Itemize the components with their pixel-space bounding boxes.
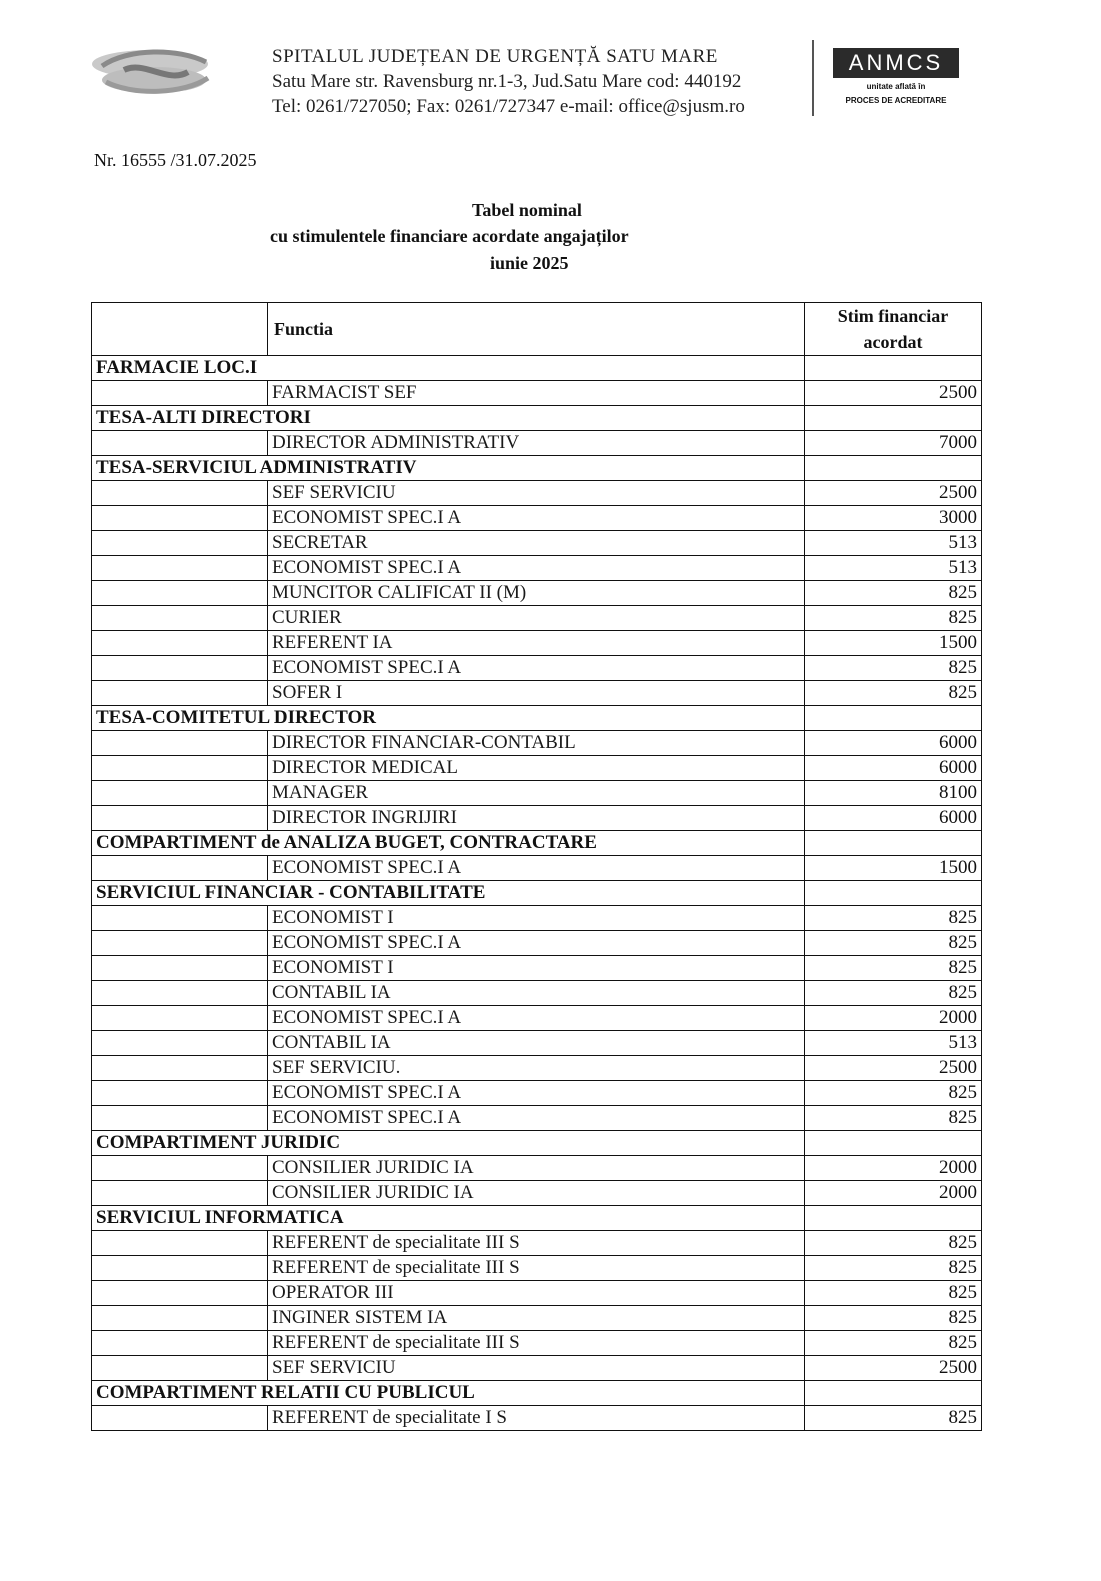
- table-row: [92, 731, 982, 756]
- function-cell: MUNCITOR CALIFICAT II (M): [268, 581, 805, 606]
- stimulent-value-cell: 825: [805, 931, 982, 956]
- section-name-cell: [92, 706, 376, 731]
- function-cell: ECONOMIST SPEC.I A: [268, 856, 805, 881]
- row-empty-cell: [92, 1356, 268, 1381]
- section-function-cell: [268, 406, 805, 431]
- organization-address: Satu Mare str. Ravensburg nr.1-3, Jud.Satu Mare cod: 440192: [272, 71, 742, 92]
- table-row: [92, 781, 982, 806]
- row-empty-cell: [92, 1031, 268, 1056]
- stimulent-value-cell: 513: [805, 1031, 982, 1056]
- stimulent-value-cell: 513: [805, 531, 982, 556]
- table-row: [92, 906, 982, 931]
- header-function: Functia: [268, 303, 805, 356]
- section-name-cell: [92, 456, 417, 481]
- row-empty-cell: [92, 631, 268, 656]
- stimulent-value-cell: 1500: [805, 856, 982, 881]
- section-row: [92, 881, 982, 906]
- section-value-cell: [805, 1206, 982, 1231]
- stimulent-value-cell: 825: [805, 581, 982, 606]
- row-empty-cell: [92, 606, 268, 631]
- section-name: SERVICIUL FINANCIAR - CONTABILITATE: [96, 882, 486, 903]
- stimulent-value-cell: 6000: [805, 806, 982, 831]
- section-row: [92, 356, 982, 381]
- section-function-cell: [268, 356, 805, 381]
- function-cell: MANAGER: [268, 781, 805, 806]
- organization-info: [272, 44, 745, 119]
- stimulent-value-cell: 2000: [805, 1181, 982, 1206]
- table-row: [92, 1081, 982, 1106]
- table-row: [92, 631, 982, 656]
- row-empty-cell: [92, 1306, 268, 1331]
- table-row: [92, 1306, 982, 1331]
- stimulent-value-cell: 825: [805, 1281, 982, 1306]
- function-cell: CURIER: [268, 606, 805, 631]
- section-name-cell: [92, 881, 486, 906]
- row-empty-cell: [92, 956, 268, 981]
- row-empty-cell: [92, 1231, 268, 1256]
- table-row: [92, 1281, 982, 1306]
- row-empty-cell: [92, 1081, 268, 1106]
- table-row: [92, 956, 982, 981]
- section-value-cell: [805, 1131, 982, 1156]
- row-empty-cell: [92, 981, 268, 1006]
- section-row: [92, 831, 982, 856]
- stimulent-value-cell: 825: [805, 1331, 982, 1356]
- function-cell: DIRECTOR INGRIJIRI: [268, 806, 805, 831]
- section-name: COMPARTIMENT RELATII CU PUBLICUL: [96, 1382, 475, 1403]
- section-value-cell: [805, 881, 982, 906]
- stimulent-value-cell: 825: [805, 656, 982, 681]
- function-cell: ECONOMIST SPEC.I A: [268, 656, 805, 681]
- stimulent-value-cell: 6000: [805, 731, 982, 756]
- stimulent-value-cell: 2500: [805, 1356, 982, 1381]
- table-row: [92, 1356, 982, 1381]
- function-cell: ECONOMIST SPEC.I A: [268, 1106, 805, 1131]
- function-cell: SEF SERVICIU.: [268, 1056, 805, 1081]
- letterhead: [0, 0, 1101, 140]
- section-name-cell: [92, 1381, 475, 1406]
- table-row: [92, 606, 982, 631]
- row-empty-cell: [92, 1406, 268, 1431]
- section-function-cell: [268, 1206, 805, 1231]
- hospital-logo: [88, 40, 218, 104]
- row-empty-cell: [92, 731, 268, 756]
- section-name: COMPARTIMENT JURIDIC: [96, 1132, 341, 1153]
- stimulents-table-wrapper: [91, 302, 981, 1431]
- document-number: Nr. 16555 /31.07.2025: [94, 150, 257, 170]
- section-value-cell: [805, 356, 982, 381]
- stimulent-value-cell: 825: [805, 1406, 982, 1431]
- function-cell: ECONOMIST SPEC.I A: [268, 1081, 805, 1106]
- stimulent-value-cell: 1500: [805, 631, 982, 656]
- function-cell: DIRECTOR MEDICAL: [268, 756, 805, 781]
- row-empty-cell: [92, 681, 268, 706]
- table-row: [92, 1006, 982, 1031]
- function-cell: CONSILIER JURIDIC IA: [268, 1156, 805, 1181]
- table-row: [92, 531, 982, 556]
- row-empty-cell: [92, 1106, 268, 1131]
- function-cell: REFERENT de specialitate III S: [268, 1331, 805, 1356]
- function-cell: ECONOMIST I: [268, 956, 805, 981]
- table-row: [92, 431, 982, 456]
- row-empty-cell: [92, 1256, 268, 1281]
- row-empty-cell: [92, 481, 268, 506]
- section-row: [92, 406, 982, 431]
- row-empty-cell: [92, 756, 268, 781]
- table-row: [92, 481, 982, 506]
- table-row: [92, 856, 982, 881]
- table-row: [92, 1056, 982, 1081]
- section-value-cell: [805, 831, 982, 856]
- title-line-2: cu stimulentele financiare acordate angajaților: [270, 226, 629, 246]
- section-name-cell: [92, 406, 311, 431]
- function-cell: ECONOMIST I: [268, 906, 805, 931]
- table-row: [92, 1156, 982, 1181]
- table-row: [92, 931, 982, 956]
- section-name: SERVICIUL INFORMATICA: [96, 1207, 344, 1228]
- stimulents-table: [91, 302, 982, 1431]
- row-empty-cell: [92, 381, 268, 406]
- function-cell: OPERATOR III: [268, 1281, 805, 1306]
- row-empty-cell: [92, 906, 268, 931]
- stimulent-value-cell: 7000: [805, 431, 982, 456]
- stimulent-value-cell: 2500: [805, 381, 982, 406]
- table-header-row: [92, 303, 982, 356]
- section-name: TESA-SERVICIUL ADMINISTRATIV: [96, 457, 417, 478]
- row-empty-cell: [92, 931, 268, 956]
- header-stimulent-line2: acordat: [863, 332, 923, 352]
- anmcs-badge: [822, 48, 970, 106]
- section-name: TESA-COMITETUL DIRECTOR: [96, 707, 376, 728]
- function-cell: ECONOMIST SPEC.I A: [268, 506, 805, 531]
- stimulent-value-cell: 825: [805, 956, 982, 981]
- section-row: [92, 1206, 982, 1231]
- section-row: [92, 1131, 982, 1156]
- header-stimulent-line1: Stim financiar: [837, 306, 949, 326]
- section-name: TESA-ALTI DIRECTORI: [96, 407, 311, 428]
- section-name: FARMACIE LOC.I: [96, 357, 258, 378]
- row-empty-cell: [92, 531, 268, 556]
- function-cell: INGINER SISTEM IA: [268, 1306, 805, 1331]
- table-row: [92, 656, 982, 681]
- organization-name: SPITALUL JUDEȚEAN DE URGENȚĂ SATU MARE: [272, 46, 718, 67]
- stimulent-value-cell: 2000: [805, 1156, 982, 1181]
- stimulent-value-cell: 825: [805, 681, 982, 706]
- stimulent-value-cell: 2500: [805, 1056, 982, 1081]
- function-cell: REFERENT IA: [268, 631, 805, 656]
- section-value-cell: [805, 406, 982, 431]
- table-row: [92, 981, 982, 1006]
- table-row: [92, 1231, 982, 1256]
- header-stimulent: [805, 303, 982, 356]
- function-cell: FARMACIST SEF: [268, 381, 805, 406]
- table-row: [92, 581, 982, 606]
- table-row: [92, 806, 982, 831]
- function-cell: REFERENT de specialitate III S: [268, 1231, 805, 1256]
- stimulent-value-cell: 825: [805, 1106, 982, 1131]
- table-row: [92, 1031, 982, 1056]
- section-name: COMPARTIMENT de ANALIZA BUGET, CONTRACTARE: [96, 832, 597, 853]
- stimulent-value-cell: 825: [805, 906, 982, 931]
- stimulent-value-cell: 825: [805, 1256, 982, 1281]
- function-cell: ECONOMIST SPEC.I A: [268, 1006, 805, 1031]
- section-name-cell: [92, 1131, 341, 1156]
- table-row: [92, 1406, 982, 1431]
- function-cell: SEF SERVICIU: [268, 1356, 805, 1381]
- section-row: [92, 1381, 982, 1406]
- table-row: [92, 756, 982, 781]
- anmcs-caption-1: unitate aflată în: [866, 82, 926, 91]
- table-row: [92, 381, 982, 406]
- title-line-1: Tabel nominal: [472, 200, 582, 220]
- section-value-cell: [805, 456, 982, 481]
- table-row: [92, 1331, 982, 1356]
- function-cell: REFERENT de specialitate I S: [268, 1406, 805, 1431]
- row-empty-cell: [92, 806, 268, 831]
- section-name-cell: [92, 1206, 344, 1231]
- stimulent-value-cell: 825: [805, 1081, 982, 1106]
- table-row: [92, 556, 982, 581]
- stimulent-value-cell: 513: [805, 556, 982, 581]
- table-row: [92, 506, 982, 531]
- row-empty-cell: [92, 431, 268, 456]
- stimulent-value-cell: 825: [805, 1306, 982, 1331]
- section-function-cell: [268, 1131, 805, 1156]
- table-row: [92, 1106, 982, 1131]
- function-cell: DIRECTOR FINANCIAR-CONTABIL: [268, 731, 805, 756]
- row-empty-cell: [92, 1181, 268, 1206]
- stimulent-value-cell: 825: [805, 606, 982, 631]
- stimulent-value-cell: 3000: [805, 506, 982, 531]
- section-name-cell: [92, 831, 597, 856]
- row-empty-cell: [92, 1006, 268, 1031]
- row-empty-cell: [92, 506, 268, 531]
- row-empty-cell: [92, 856, 268, 881]
- function-cell: CONTABIL IA: [268, 1031, 805, 1056]
- stimulent-value-cell: 2000: [805, 1006, 982, 1031]
- function-cell: CONTABIL IA: [268, 981, 805, 1006]
- row-empty-cell: [92, 581, 268, 606]
- row-empty-cell: [92, 1056, 268, 1081]
- stimulent-value-cell: 6000: [805, 756, 982, 781]
- section-name-cell: [92, 356, 268, 381]
- section-row: [92, 706, 982, 731]
- function-cell: SEF SERVICIU: [268, 481, 805, 506]
- title-line-3: iunie 2025: [490, 253, 569, 273]
- header-divider: [812, 40, 814, 116]
- row-empty-cell: [92, 1331, 268, 1356]
- function-cell: REFERENT de specialitate III S: [268, 1256, 805, 1281]
- table-row: [92, 1181, 982, 1206]
- stimulent-value-cell: 8100: [805, 781, 982, 806]
- row-empty-cell: [92, 781, 268, 806]
- anmcs-caption-2: PROCES DE ACREDITARE: [845, 96, 947, 105]
- header-empty-cell: [92, 303, 268, 356]
- row-empty-cell: [92, 1156, 268, 1181]
- table-body: [92, 356, 982, 1431]
- function-cell: CONSILIER JURIDIC IA: [268, 1181, 805, 1206]
- stimulent-value-cell: 825: [805, 1231, 982, 1256]
- function-cell: SECRETAR: [268, 531, 805, 556]
- function-cell: ECONOMIST SPEC.I A: [268, 931, 805, 956]
- row-empty-cell: [92, 656, 268, 681]
- organization-contact: Tel: 0261/727050; Fax: 0261/727347 e-mail: office@sjusm.ro: [272, 96, 745, 117]
- table-row: [92, 1256, 982, 1281]
- section-row: [92, 456, 982, 481]
- table-row: [92, 681, 982, 706]
- row-empty-cell: [92, 556, 268, 581]
- section-value-cell: [805, 706, 982, 731]
- function-cell: DIRECTOR ADMINISTRATIV: [268, 431, 805, 456]
- stimulent-value-cell: 825: [805, 981, 982, 1006]
- stimulent-value-cell: 2500: [805, 481, 982, 506]
- function-cell: SOFER I: [268, 681, 805, 706]
- section-value-cell: [805, 1381, 982, 1406]
- row-empty-cell: [92, 1281, 268, 1306]
- function-cell: ECONOMIST SPEC.I A: [268, 556, 805, 581]
- anmcs-logo: ANMCS: [833, 48, 959, 78]
